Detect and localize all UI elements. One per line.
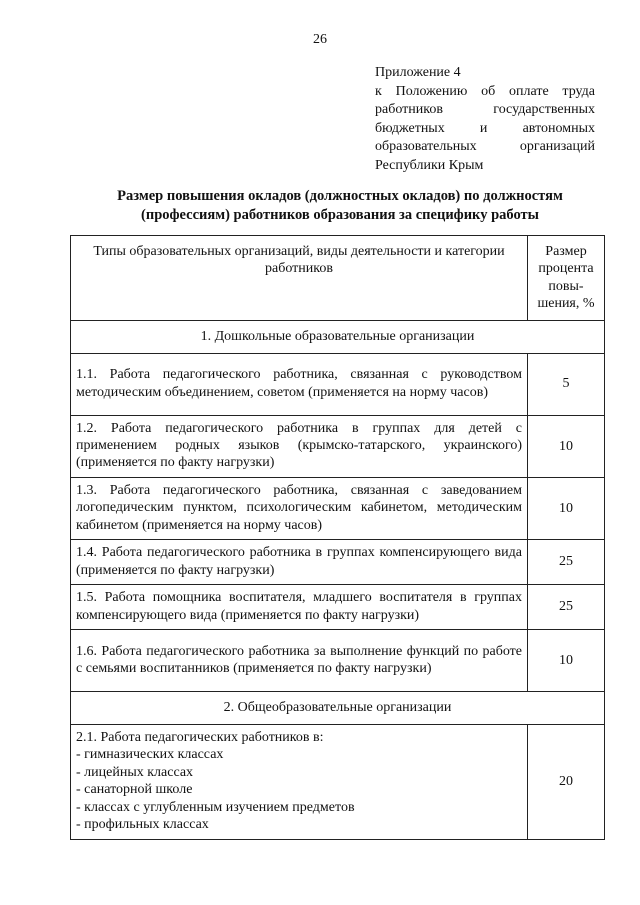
table-row (71, 725, 605, 839)
header-size (528, 236, 605, 321)
table-row (71, 540, 605, 585)
row-value: 10 (528, 630, 605, 692)
row-value: 25 (528, 585, 605, 630)
appendix-block (375, 64, 595, 175)
row-description: 1.2. Работа педагогического работника в группах для детей с применением родных языков (крымско-татарского, украинского) (применяется по факту нагрузки) (71, 415, 528, 477)
rates-table (70, 235, 605, 840)
header-size-line: Размер (545, 244, 587, 259)
section-title: 2. Общеобразовательные организации (71, 692, 605, 725)
appendix-line: к Положению об оплате труда (375, 83, 595, 99)
header-size-line: повы- (548, 278, 584, 294)
table-row (71, 353, 605, 415)
section-row (71, 692, 605, 725)
row-line: - гимназических классах (76, 747, 224, 763)
table-row (71, 585, 605, 630)
header-types (71, 236, 528, 321)
appendix-line: бюджетных и автономных (375, 120, 595, 136)
appendix-line: Приложение 4 (375, 65, 461, 80)
row-value: 20 (528, 725, 605, 839)
row-description: 1.6. Работа педагогического работника за выполнение функций по работе с семьями воспитанников (применяется по факту нагрузки) (71, 630, 528, 692)
appendix-line: работников государственных (375, 102, 595, 117)
row-line: - лицейных классах (76, 764, 194, 780)
row-description: 1.5. Работа помощника воспитателя, младшего воспитателя в группах компенсирующего вида (применяется по факту нагрузки) (71, 585, 528, 630)
title-line-1: Размер повышения окладов (должностных окладов) по должностям (117, 188, 563, 204)
row-line: - санаторной школе (76, 782, 193, 798)
row-description: 1.4. Работа педагогического работника в группах компенсирующего вида (применяется по факту нагрузки) (71, 540, 528, 585)
row-value: 10 (528, 477, 605, 539)
table-header-row (71, 236, 605, 321)
row-value: 5 (528, 353, 605, 415)
table-row (71, 415, 605, 477)
header-size-line: процента (538, 261, 594, 277)
row-value: 25 (528, 540, 605, 585)
row-description: 1.3. Работа педагогического работника, связанная с заведованием логопедическим пунктом, психологическим кабинетом, методическим кабинетом (применяется на норму часов) (71, 477, 528, 539)
row-line: - классах с углубленным изучением предметов (76, 799, 355, 815)
row-line: 2.1. Работа педагогических работников в: (76, 730, 324, 746)
row-value: 10 (528, 415, 605, 477)
row-description: 1.1. Работа педагогического работника, связанная с руководством методическим объединением, советом (применяется на норму часов) (71, 353, 528, 415)
row-description (71, 725, 528, 839)
document-title (70, 187, 610, 225)
table-row (71, 630, 605, 692)
table-row (71, 477, 605, 539)
section-title: 1. Дошкольные образовательные организации (71, 320, 605, 353)
section-row (71, 320, 605, 353)
page-number: 26 (313, 32, 327, 47)
header-size-line: шения, % (537, 296, 595, 312)
appendix-line: образовательных организаций (375, 139, 595, 154)
header-types-text: Типы образовательных организаций, виды деятельности и категории работников (93, 244, 505, 277)
title-line-2: (профессиям) работников образования за специфику работы (141, 207, 539, 223)
appendix-line: Республики Крым (375, 157, 484, 173)
row-line: - профильных классах (76, 817, 209, 833)
